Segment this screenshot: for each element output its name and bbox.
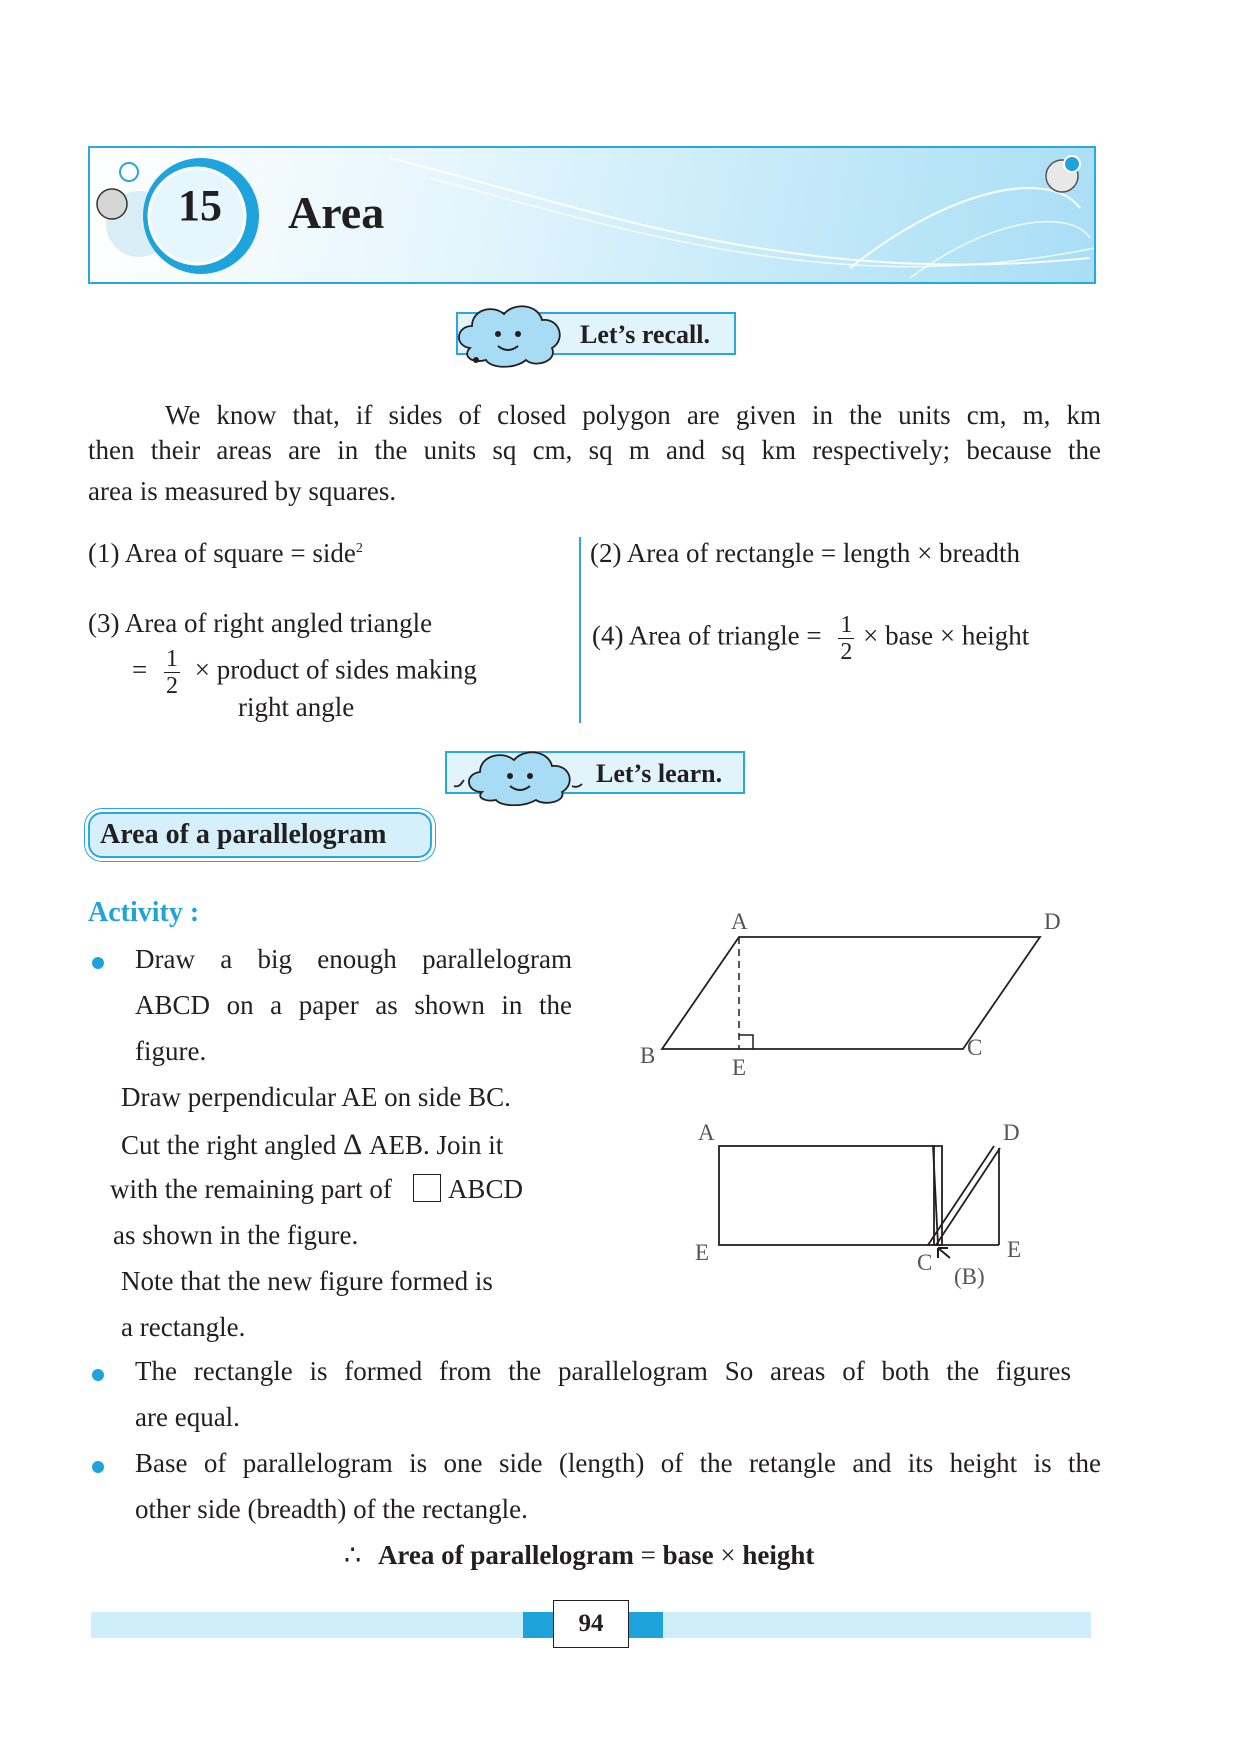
activity-heading: Activity : bbox=[88, 897, 200, 928]
activity-line-7: as shown in the figure. bbox=[113, 1220, 359, 1250]
intro-line-1: We know that, if sides of closed polygon are given in the units cm, m, km bbox=[165, 400, 1101, 430]
activity-line-5a: Cut the right angled bbox=[121, 1130, 337, 1160]
section-heading-box bbox=[88, 812, 432, 858]
activity-line-5 bbox=[121, 1128, 503, 1162]
section-heading: Area of a parallelogram bbox=[100, 819, 387, 850]
bullet-3-line-1: Base of parallelogram is one side (length) of the retangle and its height is the bbox=[135, 1448, 1101, 1478]
fraction-half bbox=[164, 646, 180, 699]
fraction-half bbox=[838, 612, 854, 665]
right-angle-marker bbox=[739, 1035, 753, 1049]
label-c: C bbox=[917, 1250, 933, 1275]
formula-right-triangle-rest: × product of sides making bbox=[194, 654, 477, 685]
activity-line-1: Draw a big enough parallelogram bbox=[135, 944, 572, 974]
diagonal-cut-2 bbox=[936, 1148, 1000, 1245]
bullet-3-line-2: other side (breadth) of the rectangle. bbox=[135, 1494, 528, 1524]
activity-line-2: ABCD on a paper as shown in the bbox=[135, 990, 572, 1020]
parallelogram-figure bbox=[620, 895, 1090, 1095]
formula-rectangle: (2) Area of rectangle = length × breadth bbox=[590, 538, 1021, 568]
intro-line-3: area is measured by squares. bbox=[88, 476, 397, 506]
formula-right-triangle-line-1: (3) Area of right angled triangle bbox=[88, 608, 433, 638]
fraction-denominator: 2 bbox=[840, 639, 853, 665]
label-e: E bbox=[732, 1055, 747, 1080]
bullet-icon bbox=[92, 1369, 104, 1381]
fraction-numerator: 1 bbox=[840, 612, 853, 638]
column-divider bbox=[579, 537, 581, 723]
formula-triangle-prefix: (4) Area of triangle = bbox=[592, 620, 822, 651]
chapter-number: 15 bbox=[178, 181, 222, 230]
label-a: A bbox=[731, 909, 748, 934]
conclusion-base: base bbox=[662, 1540, 714, 1570]
activity-line-9: a rectangle. bbox=[121, 1312, 246, 1342]
label-b: B bbox=[640, 1043, 656, 1068]
activity-line-6 bbox=[110, 1174, 523, 1205]
fraction-denominator: 2 bbox=[165, 673, 178, 699]
label-e-right: E bbox=[1007, 1237, 1022, 1262]
activity-line-3: figure. bbox=[135, 1036, 207, 1066]
formula-triangle bbox=[592, 612, 1029, 665]
formula-triangle-rest: × base × height bbox=[863, 620, 1030, 651]
activity-line-5b: AEB. Join it bbox=[369, 1130, 504, 1160]
bullet-icon bbox=[92, 957, 104, 969]
cloud-mascot-icon bbox=[452, 298, 570, 370]
therefore-symbol: ∴ bbox=[344, 1540, 362, 1570]
diagonal-cut-1 bbox=[928, 1146, 994, 1245]
rectangle-part bbox=[719, 1146, 934, 1245]
conclusion-label: Area of parallelogram bbox=[377, 1540, 634, 1570]
fraction-numerator: 1 bbox=[165, 646, 178, 672]
label-d: D bbox=[1044, 909, 1061, 934]
activity-line-6b: ABCD bbox=[447, 1174, 523, 1204]
label-b-bracket: (B) bbox=[954, 1264, 985, 1289]
parallelogram-shape bbox=[662, 937, 1040, 1049]
triangle-symbol: Δ bbox=[342, 1128, 363, 1161]
cloud-mascot-icon bbox=[448, 740, 588, 806]
label-c: C bbox=[967, 1035, 983, 1060]
label-a: A bbox=[698, 1120, 715, 1145]
chapter-title: Area bbox=[288, 187, 385, 238]
bullet-2-line-1: The rectangle is formed from the parallelogram So areas of both the figures bbox=[135, 1356, 1071, 1386]
bullet-icon bbox=[92, 1461, 104, 1473]
rectangle-figure bbox=[690, 1118, 1050, 1293]
formula-square-text: (1) Area of square = side bbox=[88, 538, 356, 568]
conclusion-height: height bbox=[742, 1540, 815, 1570]
formula-square-exponent: 2 bbox=[355, 541, 363, 556]
recall-label: Let’s recall. bbox=[580, 320, 710, 349]
label-d: D bbox=[1003, 1120, 1020, 1145]
activity-line-4: Draw perpendicular AE on side BC. bbox=[121, 1082, 511, 1112]
activity-line-8: Note that the new figure formed is bbox=[121, 1266, 493, 1296]
learn-label: Let’s learn. bbox=[596, 759, 723, 788]
arrow-icon bbox=[938, 1248, 950, 1258]
intro-line-2: then their areas are in the units sq cm, sq m and sq km respectively; because the bbox=[88, 435, 1101, 465]
formula-equals: = bbox=[132, 654, 148, 685]
activity-line-6a: with the remaining part of bbox=[110, 1174, 392, 1204]
square-symbol-icon bbox=[413, 1174, 441, 1202]
label-e-left: E bbox=[695, 1240, 710, 1265]
conclusion-formula bbox=[344, 1540, 814, 1571]
bullet-2-line-2: are equal. bbox=[135, 1402, 240, 1432]
formula-right-triangle-line-3: right angle bbox=[238, 692, 355, 722]
page-number: 94 bbox=[553, 1600, 629, 1648]
banner-corner-circles bbox=[1040, 150, 1090, 200]
formula-square bbox=[88, 538, 363, 569]
conclusion-equals: = bbox=[640, 1540, 656, 1570]
conclusion-times: × bbox=[720, 1540, 736, 1570]
